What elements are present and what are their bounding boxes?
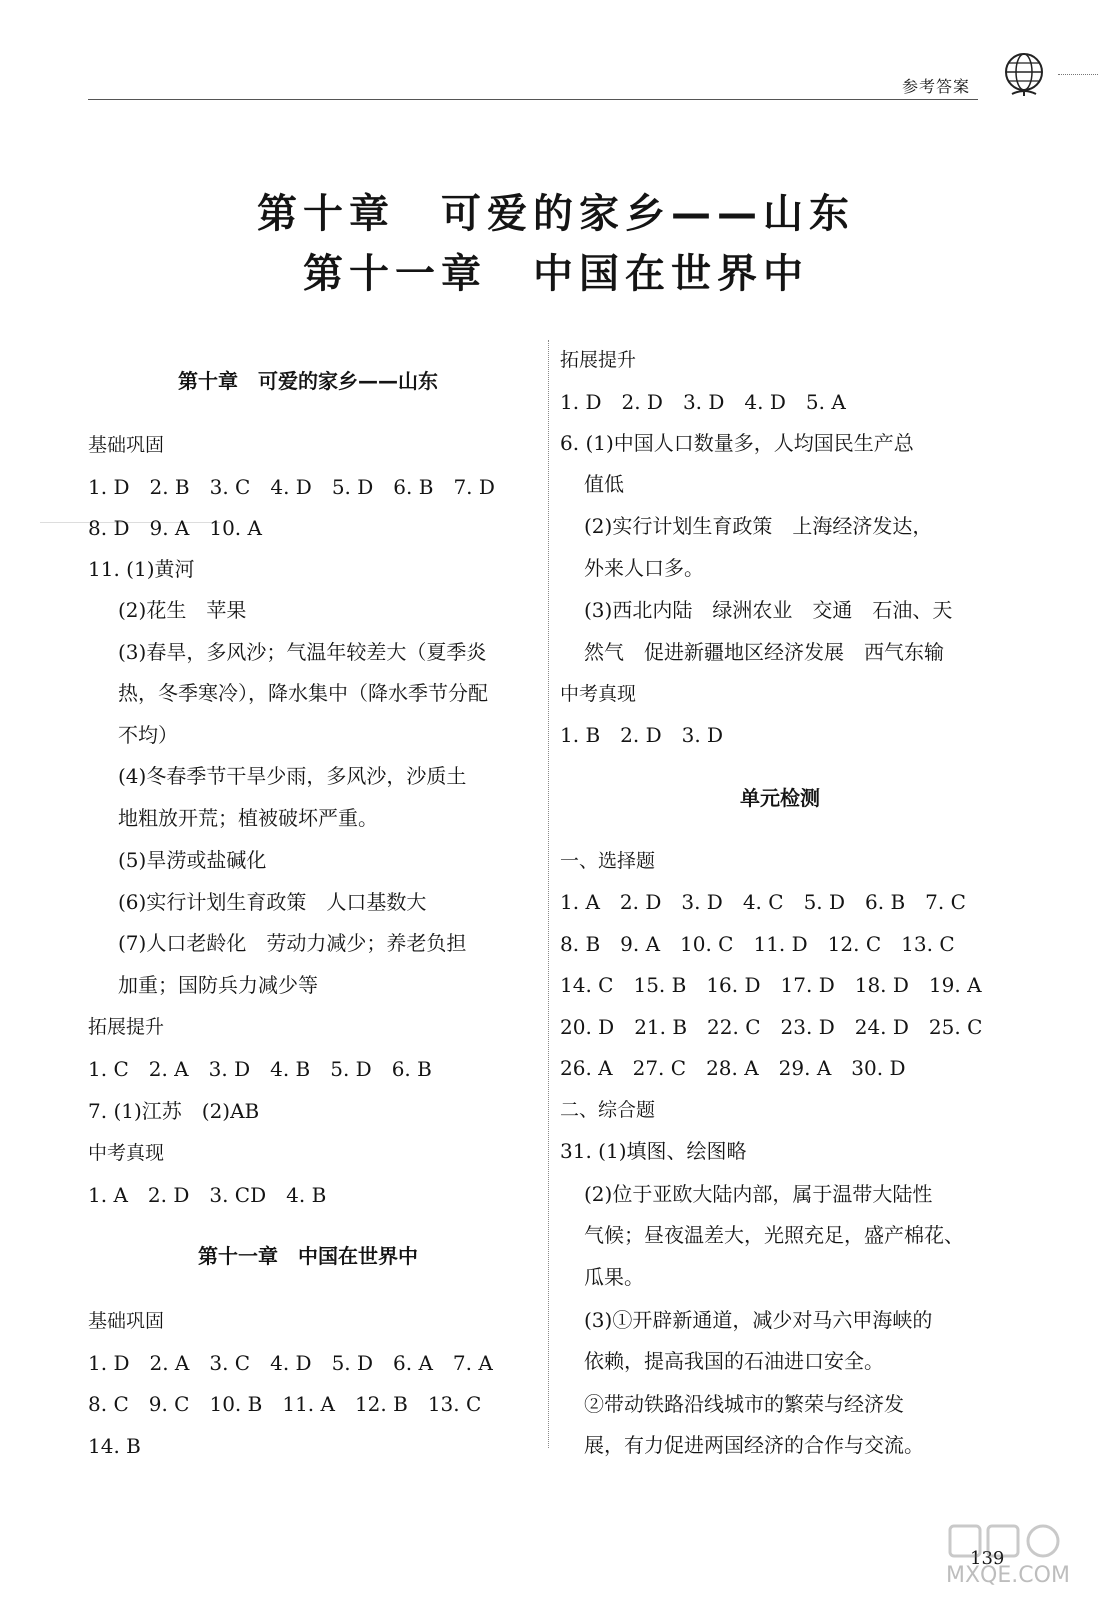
globe-icon — [996, 50, 1052, 100]
answer-line: ②带动铁路沿线城市的繁荣与经济发 — [584, 1392, 904, 1416]
answer-line: (5)旱涝或盐碱化 — [118, 848, 267, 872]
answer-line: 1. B 2. D 3. D — [560, 723, 724, 747]
answer-line: 31. (1)填图、绘图略 — [560, 1139, 747, 1163]
answer-line: 1. A 2. D 3. D 4. C 5. D 6. B 7. C — [560, 890, 966, 914]
answer-line: 1. D 2. B 3. C 4. D 5. D 6. B 7. D — [88, 475, 495, 499]
answer-line: 26. A 27. C 28. A 29. A 30. D — [560, 1056, 906, 1080]
subsection-heading: 拓展提升 — [560, 349, 637, 371]
subsection-heading: 中考真现 — [560, 683, 637, 705]
answer-line: 1. D 2. D 3. D 4. D 5. A — [560, 390, 846, 414]
answer-line: (4)冬春季节干旱少雨，多风沙，沙质土 — [118, 764, 467, 788]
watermark-text: MXQE.COM — [946, 1563, 1070, 1588]
main-title-2: 第十一章 中国在世界中 — [303, 251, 809, 297]
header-rule — [88, 99, 978, 100]
header-label: 参考答案 — [902, 77, 971, 96]
subsection-heading: 一、选择题 — [560, 850, 656, 872]
subsection-heading: 二、综合题 — [560, 1099, 656, 1121]
answer-line: 展，有力促进两国经济的合作与交流。 — [584, 1433, 924, 1457]
answer-line: 11. (1)黄河 — [88, 557, 195, 581]
answer-line: 值低 — [584, 472, 624, 496]
answer-line: 14. B — [88, 1434, 141, 1458]
answer-line: 8. D 9. A 10. A — [88, 516, 262, 540]
page-number: 139 — [970, 1548, 1005, 1569]
section-heading: 第十一章 中国在世界中 — [198, 1244, 418, 1268]
answer-line: 依赖，提高我国的石油进口安全。 — [584, 1349, 884, 1373]
answer-line: 20. D 21. B 22. C 23. D 24. D 25. C — [560, 1015, 983, 1039]
column-divider — [548, 340, 549, 1448]
subsection-heading: 中考真现 — [88, 1142, 165, 1164]
answer-line: (7)人口老龄化 劳动力减少；养老负担 — [118, 931, 467, 955]
section-heading: 单元检测 — [740, 786, 820, 810]
answer-line: 14. C 15. B 16. D 17. D 18. D 19. A — [560, 973, 982, 997]
main-title-1: 第十章 可爱的家乡——山东 — [257, 191, 855, 237]
section-heading: 第十章 可爱的家乡——山东 — [178, 369, 438, 393]
answer-line: 1. D 2. A 3. C 4. D 5. D 6. A 7. A — [88, 1351, 493, 1375]
answer-line: (3)春旱，多风沙；气温年较差大（夏季炎 — [118, 640, 487, 664]
answer-line: (3)西北内陆 绿洲农业 交通 石油、天 — [584, 598, 953, 622]
answer-line: 气候；昼夜温差大，光照充足，盛产棉花、 — [584, 1223, 964, 1247]
answer-line: (2)实行计划生育政策 上海经济发达， — [584, 514, 933, 538]
answer-line: 瓜果。 — [584, 1265, 644, 1289]
subsection-heading: 基础巩固 — [88, 1310, 165, 1332]
watermark-logo — [940, 1520, 1090, 1592]
answer-line: 然气 促进新疆地区经济发展 西气东输 — [584, 640, 944, 664]
answer-line: 8. C 9. C 10. B 11. A 12. B 13. C — [88, 1392, 482, 1416]
answer-line: 外来人口多。 — [584, 556, 704, 580]
answer-line: (3)①开辟新通道，减少对马六甲海峡的 — [584, 1308, 933, 1332]
answer-line: (6)实行计划生育政策 人口基数大 — [118, 890, 427, 914]
answer-line: 8. B 9. A 10. C 11. D 12. C 13. C — [560, 932, 955, 956]
answer-line: 热，冬季寒冷），降水集中（降水季节分配 — [118, 681, 488, 705]
answer-line: 加重；国防兵力减少等 — [118, 973, 318, 997]
answer-line: 1. C 2. A 3. D 4. B 5. D 6. B — [88, 1057, 432, 1081]
answer-line: 7. (1)江苏 (2)AB — [88, 1099, 260, 1123]
header-rule-right — [1058, 74, 1098, 75]
answer-line: 1. A 2. D 3. CD 4. B — [88, 1183, 327, 1207]
subsection-heading: 拓展提升 — [88, 1016, 165, 1038]
answer-line: 不均） — [118, 723, 178, 747]
answer-line: 6. (1)中国人口数量多，人均国民生产总 — [560, 431, 914, 455]
subsection-heading: 基础巩固 — [88, 434, 165, 456]
answer-line: 地粗放开荒；植被破坏严重。 — [118, 806, 378, 830]
answer-line: (2)位于亚欧大陆内部，属于温带大陆性 — [584, 1182, 933, 1206]
answer-line: (2)花生 苹果 — [118, 598, 247, 622]
